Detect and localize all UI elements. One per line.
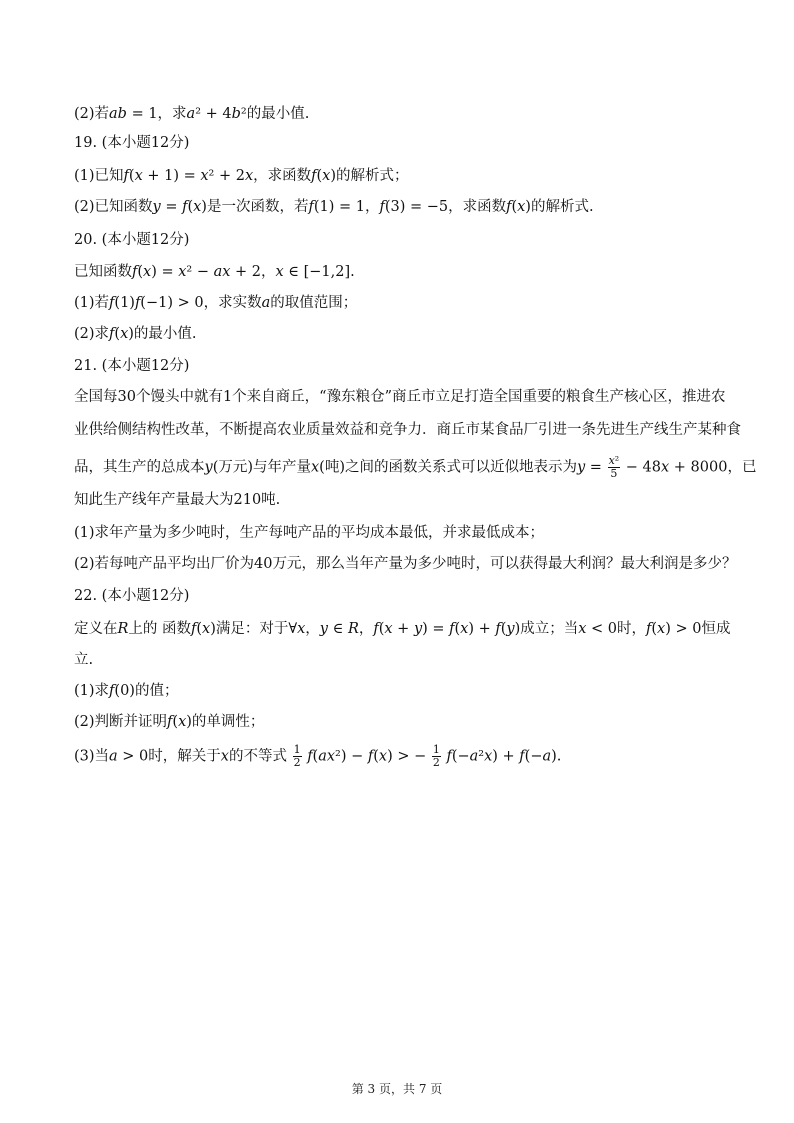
q19-part1: (1)已知𝑓(𝑥 + 1) = 𝑥² + 2𝑥，求函数𝑓(𝑥)的解析式；	[74, 168, 409, 184]
half-fraction-2	[432, 744, 441, 769]
q22-stem-line1: 定义在𝑅上的 函数𝑓(𝑥)满足：对于∀𝑥，𝑦 ∈ 𝑅，𝑓(𝑥 + 𝑦) = 𝑓(𝑥) + 𝑓(𝑦)成立；当𝑥 < 0时，𝑓(𝑥) > 0恒成	[74, 621, 731, 637]
cost-fraction	[608, 455, 621, 480]
page-footer: 第 3 页，共 7 页	[351, 1082, 443, 1096]
q20-part1: (1)若𝑓(1)𝑓(−1) > 0，求实数𝑎的取值范围；	[74, 295, 358, 311]
q22-part3-text-a: (3)当𝑎 > 0时，解关于𝑥的不等式	[74, 748, 287, 765]
fraction-numerator: 𝑥²	[608, 454, 620, 467]
fraction-numerator: 1	[293, 743, 301, 756]
q19-heading: 19. (本小题12分)	[74, 135, 190, 151]
q20-heading: 20. (本小题12分)	[74, 232, 190, 248]
fraction-denominator: 2	[293, 756, 301, 769]
fraction-denominator: 2	[432, 756, 440, 769]
q22-heading: 22. (本小题12分)	[74, 588, 190, 604]
half-fraction-1	[293, 744, 302, 769]
q21-heading: 21. (本小题12分)	[74, 358, 190, 374]
q22-part1: (1)求𝑓(0)的值；	[74, 683, 179, 699]
q21-part1: (1)求年产量为多少吨时，生产每吨产品的平均成本最低，并求最低成本；	[74, 525, 545, 541]
fraction-denominator: 5	[610, 467, 618, 480]
q22-part3	[74, 744, 724, 769]
q21-stem-line3-text-a: 品，其生产的总成本𝑦(万元)与年产量𝑥(吨)之间的函数关系式可以近似地表示为𝑦 =	[74, 459, 602, 476]
q22-stem-line2: 立.	[74, 652, 94, 668]
q22-part3-text-b: 𝑓(𝑎𝑥²) − 𝑓(𝑥) > −	[307, 748, 427, 765]
q21-stem-line3	[74, 454, 757, 480]
q22-part3-text-c: 𝑓(−𝑎²𝑥) + 𝑓(−𝑎).	[446, 748, 562, 765]
q18-part2: (2)若𝑎𝑏 = 1，求𝑎² + 4𝑏²的最小值.	[74, 106, 310, 122]
q21-stem-line3-text-b: − 48𝑥 + 8000，已	[625, 459, 757, 476]
q19-part2: (2)已知函数𝑦 = 𝑓(𝑥)是一次函数，若𝑓(1) = 1，𝑓(3) = −5，求函数𝑓(𝑥)的解析式.	[74, 199, 594, 215]
q20-stem: 已知函数𝑓(𝑥) = 𝑥² − 𝑎𝑥 + 2，𝑥 ∈ [−1,2].	[74, 264, 355, 280]
q20-part2: (2)求𝑓(𝑥)的最小值.	[74, 326, 197, 342]
q22-part2: (2)判断并证明𝑓(𝑥)的单调性；	[74, 714, 265, 730]
q21-part2: (2)若每吨产品平均出厂价为40万元，那么当年产量为多少吨时，可以获得最大利润？最大利润是多少？	[74, 556, 737, 572]
q21-stem-line2: 业供给侧结构性改革，不断提高农业质量效益和竞争力．商丘市某食品厂引进一条先进生产线生产某种食	[74, 422, 741, 438]
q21-stem-line4: 知此生产线年产量最大为210吨.	[74, 492, 281, 508]
fraction-numerator: 1	[432, 743, 440, 756]
q21-stem-line1: 全国每30个馒头中就有1个来自商丘，“豫东粮仓”商丘市立足打造全国重要的粮食生产核心区，推进农	[74, 389, 726, 405]
